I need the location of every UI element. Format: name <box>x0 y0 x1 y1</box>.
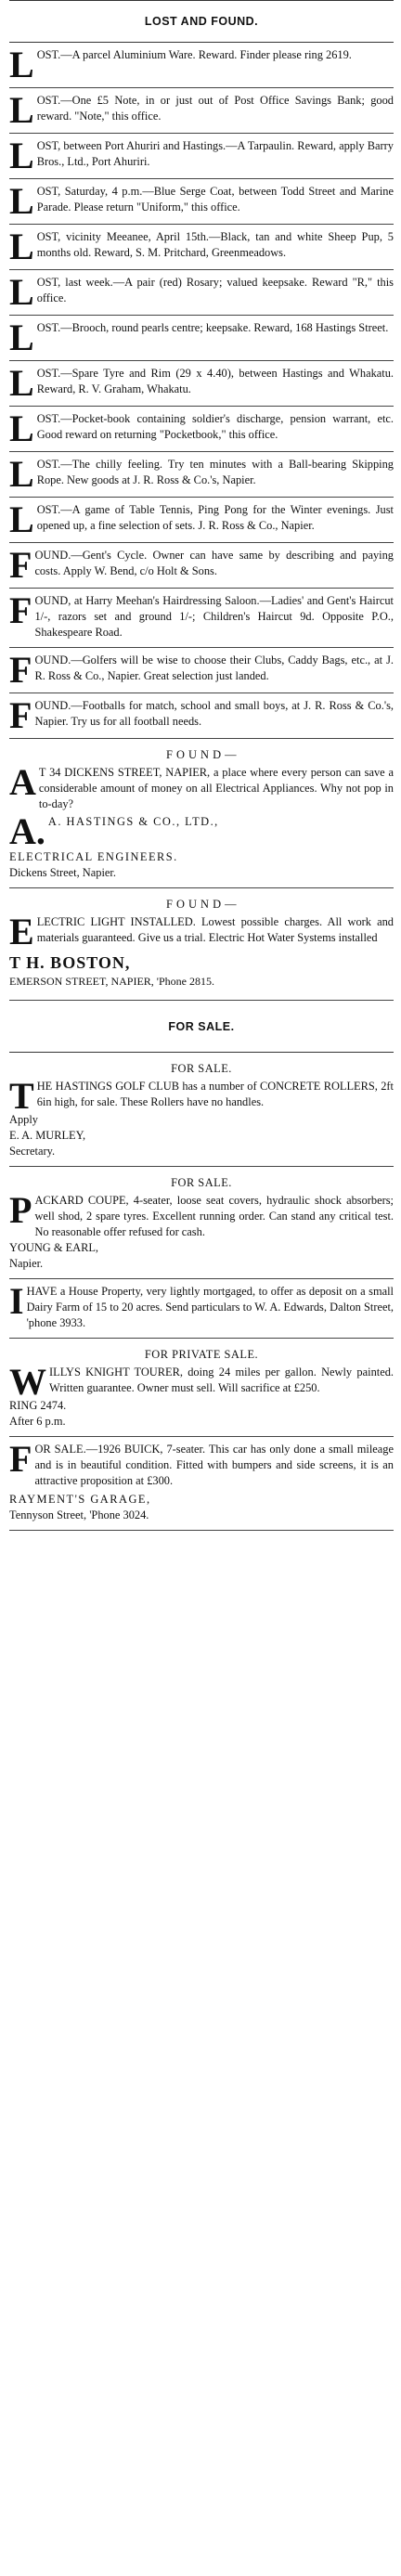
ad-text: OST.—A game of Table Tennis, Ping Pong for the Winter evenings. Just opened up, a fine selection of sets. J. R. Ross & Co., Napier. <box>36 503 394 532</box>
classified-ad <box>9 361 394 407</box>
drop-cap: A. <box>9 810 45 852</box>
willys-knight-ad <box>9 1339 394 1437</box>
classified-ad <box>9 88 394 134</box>
ad-title: FOR SALE. <box>171 1062 232 1075</box>
ad-title: F O U N D — <box>165 898 238 911</box>
boston-electric-ad <box>9 888 394 1001</box>
house-property-ad <box>9 1279 394 1339</box>
ad-text: OUND.—Footballs for match, school and small boys, at J. R. Ross & Co.'s, Napier. Try us for all football needs. <box>34 699 394 728</box>
ad-text: OST, Saturday, 4 p.m.—Blue Serge Coat, between Todd Street and Marine Parade. Please return "Uniform," this office. <box>36 185 394 214</box>
ad-title: F O U N D — <box>165 748 238 761</box>
dealer-name: YOUNG & EARL, <box>9 1241 99 1254</box>
ad-text: OST.—Pocket-book containing soldier's discharge, pension warrant, etc. Good reward on returning "Pocketbook," this office. <box>36 412 394 441</box>
ad-text: OUND, at Harry Meehan's Hairdressing Saloon.—Ladies' and Gent's Haircut 1/-, razors set and ground 1/-; Children's Haircut 9d. Opposite P.O., Shakespeare Road. <box>34 594 394 639</box>
drop-cap: A <box>9 761 36 803</box>
classified-ad <box>9 452 394 498</box>
ad-text: LECTRIC LIGHT INSTALLED. Lowest possible charges. All work and materials guaranteed. Give us a trial. Electric Hot Water Systems installed <box>36 915 394 944</box>
drop-cap: F <box>9 694 32 736</box>
drop-cap: L <box>9 135 34 176</box>
drop-cap: L <box>9 453 34 495</box>
classified-ad <box>9 498 394 543</box>
ad-text: OST, between Port Ahuriri and Hastings.—A Tarpaulin. Reward, apply Barry Bros., Ltd., Port Ahuriri. <box>36 139 394 168</box>
classified-ad <box>9 43 394 88</box>
classified-ad <box>9 225 394 270</box>
classified-ad <box>9 179 394 225</box>
company-address: Dickens Street, Napier. <box>9 866 116 879</box>
dealer-place: Napier. <box>9 1257 44 1270</box>
garage-address: Tennyson Street, 'Phone 3024. <box>9 1508 149 1521</box>
classified-ad <box>9 407 394 452</box>
drop-cap: L <box>9 44 34 85</box>
drop-cap: I <box>9 1280 24 1322</box>
drop-cap: F <box>9 589 32 631</box>
classified-ad <box>9 270 394 316</box>
drop-cap: F <box>9 544 32 586</box>
drop-cap: F <box>9 649 32 691</box>
ad-text: OST.—The chilly feeling. Try ten minutes with a Ball-bearing Skipping Rope. New goods at J. R. Ross & Co.'s, Napier. <box>36 458 394 486</box>
buick-ad <box>9 1437 394 1531</box>
drop-cap: L <box>9 89 34 131</box>
drop-cap: F <box>9 1438 32 1480</box>
ad-text: T 34 DICKENS STREET, NAPIER, a place where every person can save a considerable amount of money on all Electrical Appliances. Why not pop in to-day? <box>38 766 394 810</box>
ad-text: OUND.—Golfers will be wise to choose their Clubs, Caddy Bags, etc., at J. R. Ross & Co., Napier. Great selection just landed. <box>34 654 394 682</box>
ad-text: OST, vicinity Meeanee, April 15th.—Black, tan and white Sheep Pup, 5 months old. Reward, S. M. Pritchard, Greenmeadows. <box>36 230 394 259</box>
ad-text: HAVE a House Property, very lightly mortgaged, to offer as deposit on a small Dairy Farm of 15 to 20 acres. Send particulars to W. A. Edwards, Dalton Street, 'phone 3933. <box>26 1285 394 1329</box>
boston-address: EMERSON STREET, NAPIER, 'Phone 2815. <box>9 975 214 988</box>
ad-text: OST.—One £5 Note, in or just out of Post Office Savings Bank; good reward. "Note," this office. <box>36 94 394 123</box>
packard-ad <box>9 1167 394 1279</box>
drop-cap: L <box>9 317 34 358</box>
company-trade: ELECTRICAL ENGINEERS. <box>9 850 178 863</box>
company-name: A. HASTINGS & CO., LTD., <box>47 815 219 828</box>
drop-cap: W <box>9 1361 46 1403</box>
boston-name: T H. BOSTON, <box>9 953 131 972</box>
lost-found-heading: LOST AND FOUND. <box>144 15 259 28</box>
lost-found-list <box>9 43 394 1001</box>
ad-text: ACKARD COUPE, 4-seater, loose seat covers, hydraulic shock absorbers; well shod, 2 spare tyres. Excellent running order. Can stand any critical test. No reasonable offer refused for cash. <box>34 1194 394 1238</box>
ad-text: OUND.—Gent's Cycle. Owner can have same by describing and paying costs. Apply W. Bend, c/o Holt & Sons. <box>34 549 394 577</box>
garage-name: RAYMENT'S GARAGE, <box>9 1493 151 1506</box>
drop-cap: L <box>9 226 34 267</box>
ad-text: HE HASTINGS GOLF CLUB has a number of CONCRETE ROLLERS, 2ft 6in high, for sale. These Rollers have no handles. <box>36 1080 394 1108</box>
ad-text: OST.—A parcel Aluminium Ware. Reward. Finder please ring 2619. <box>36 48 352 61</box>
drop-cap: L <box>9 408 34 449</box>
after-time: After 6 p.m. <box>9 1415 66 1428</box>
drop-cap: L <box>9 180 34 222</box>
classified-ad <box>9 693 394 739</box>
for-sale-heading: FOR SALE. <box>168 1020 235 1033</box>
ad-text: OST.—Brooch, round pearls centre; keepsake. Reward, 168 Hastings Street. <box>36 321 389 334</box>
ad-title: FOR PRIVATE SALE. <box>144 1348 259 1361</box>
ad-text: ILLYS KNIGHT TOURER, doing 24 miles per gallon. Newly painted. Written guarantee. Owner must sell. Will sacrifice at £250. <box>49 1366 394 1394</box>
apply-label: Apply <box>9 1113 38 1126</box>
hastings-electrical-ad <box>9 739 394 888</box>
signatory-name: E. A. MURLEY, <box>9 1129 86 1142</box>
ad-text: OST, last week.—A pair (red) Rosary; valued keepsake. Reward "R," this office. <box>36 276 394 304</box>
drop-cap: L <box>9 498 34 540</box>
golf-club-ad <box>9 1053 394 1167</box>
drop-cap: T <box>9 1075 34 1117</box>
classified-ad <box>9 316 394 361</box>
classified-ad <box>9 134 394 179</box>
drop-cap: E <box>9 911 34 952</box>
drop-cap: L <box>9 271 34 313</box>
ring-number: RING 2474. <box>9 1399 67 1412</box>
drop-cap: L <box>9 362 34 404</box>
signatory-role: Secretary. <box>9 1145 56 1158</box>
classified-ad <box>9 648 394 693</box>
ad-text: OST.—Spare Tyre and Rim (29 x 4.40), between Hastings and Whakatu. Reward, R. V. Graham, Whakatu. <box>36 367 394 395</box>
classified-ad <box>9 543 394 589</box>
ad-title: FOR SALE. <box>171 1176 232 1189</box>
for-sale-list <box>9 1053 394 1531</box>
drop-cap: P <box>9 1189 32 1231</box>
ad-text: OR SALE.—1926 BUICK, 7-seater. This car has only done a small mileage and is in beautiful condition. Fitted with bumpers and side screens, it is an attractive proposition at £300. <box>34 1443 394 1487</box>
classified-ad <box>9 589 394 648</box>
